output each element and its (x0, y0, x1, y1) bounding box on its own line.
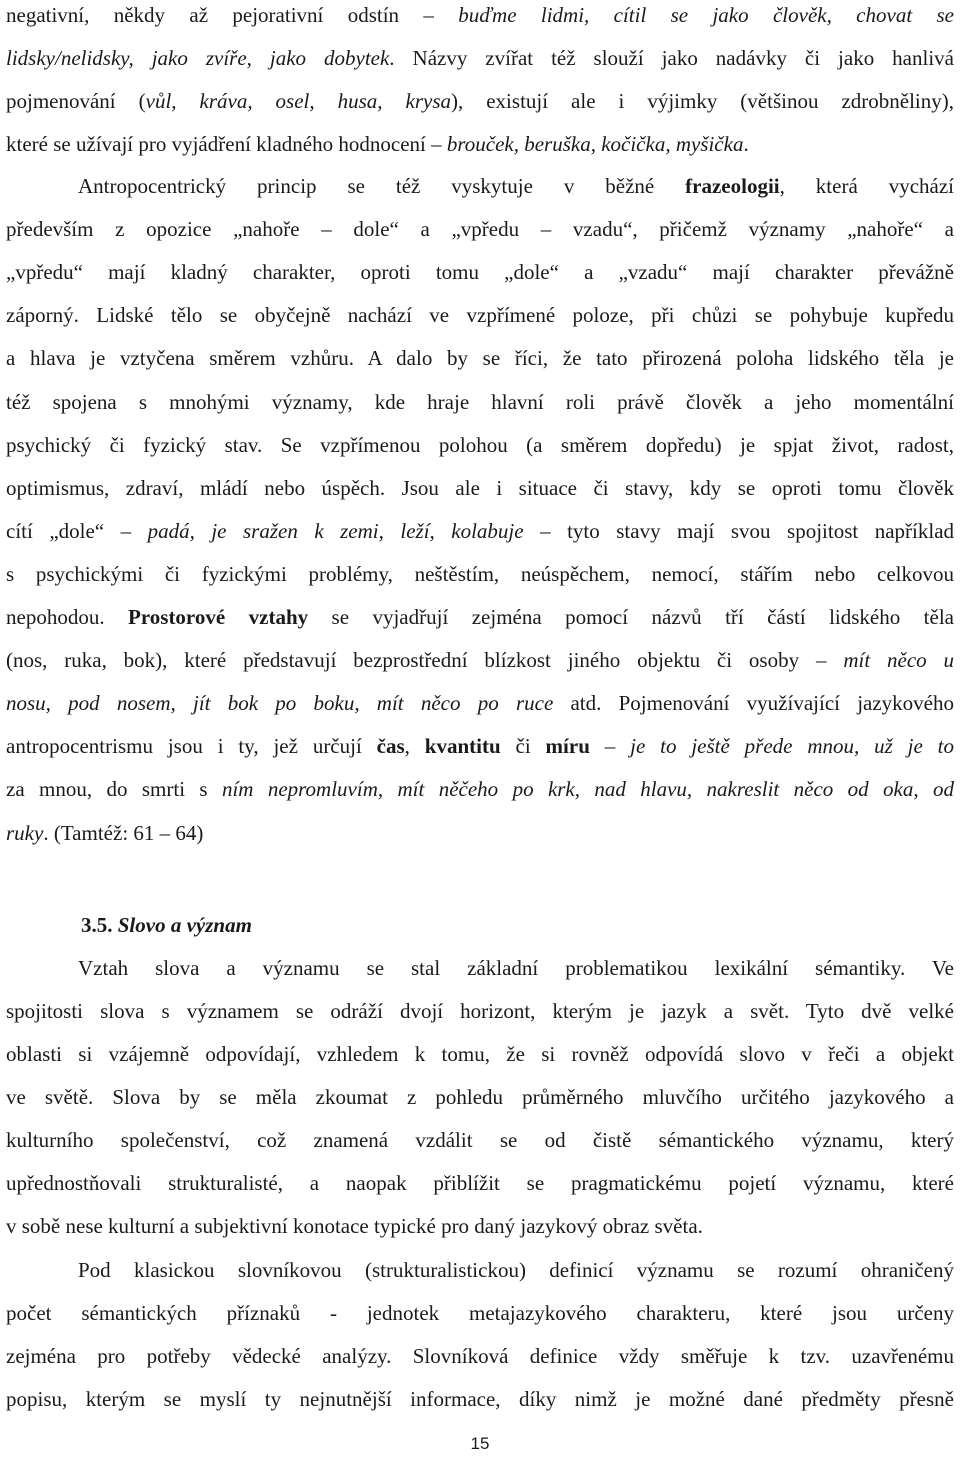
text-run: negativní, někdy až pejorativní odstín – (6, 3, 459, 27)
text-run: popisu, kterým se myslí ty nejnutnější informace, díky nimž je možné dané předměty přesně (6, 1387, 954, 1411)
bold-term: frazeologii (685, 174, 780, 198)
text-line (6, 1384, 954, 1414)
text-line (6, 688, 954, 718)
italic-text: padá, je sražen k zemi, leží, kolabuje (147, 519, 524, 543)
text-line (6, 1211, 954, 1241)
text-line (6, 129, 954, 159)
text-run: v sobě nese kulturní a subjektivní konotace typické pro daný jazykový obraz světa. (6, 1214, 703, 1238)
text-line (6, 1298, 954, 1328)
italic-text: mít něco u (843, 648, 954, 672)
text-line (6, 257, 954, 287)
text-run: spojitosti slova s významem se odráží dvojí horizont, kterým je jazyk a svět. Tyto dvě velké (6, 999, 954, 1023)
text-line (6, 171, 954, 201)
text-line (6, 996, 954, 1026)
text-run: Antropocentrický princip se též vyskytuje v běžné (78, 174, 686, 198)
text-run: pojmenování ( (6, 89, 146, 113)
text-run: oblasti si vzájemně odpovídají, vzhledem k tomu, že si rovněž odpovídá slovo v řeči a objekt (6, 1042, 954, 1066)
text-run: . (743, 132, 749, 156)
text-line (6, 473, 954, 503)
text-line (6, 343, 954, 373)
text-line (6, 645, 954, 675)
text-run: ve světě. Slova by se měla zkoumat z pohledu průměrného mluvčího určitého jazykového a (6, 1085, 954, 1109)
text-line (6, 731, 954, 761)
text-line (6, 774, 954, 804)
text-run: optimismus, zdraví, mládí nebo úspěch. Jsou ale i situace či stavy, kdy se oproti tomu člověk (6, 476, 954, 500)
text-run: a hlava je vztyčena směrem vzhůru. A dalo by se říci, že tato přirozená poloha lidského těla je (6, 346, 954, 370)
text-run: , (404, 734, 425, 758)
text-line (6, 430, 954, 460)
section-title: Slovo a význam (117, 913, 252, 937)
text-line (6, 1125, 954, 1155)
italic-text: lidsky/nelidsky, jako zvíře, jako dobytek (6, 46, 390, 70)
text-line (6, 516, 954, 546)
text-line (6, 1255, 954, 1285)
text-run: též spojena s mnohými významy, kde hraje hlavní roli právě člověk a jeho momentální (6, 390, 954, 414)
bold-term: míru (545, 734, 590, 758)
page-number: 15 (470, 1434, 490, 1453)
text-line (6, 387, 954, 417)
text-line (6, 1082, 954, 1112)
text-run: kulturního společenství, což znamená vzdálit se od čistě sémantického významu, který (6, 1128, 954, 1152)
italic-text: brouček, beruška, kočička, myšička (446, 132, 744, 156)
text-line (6, 559, 954, 589)
text-run: psychický či fyzický stav. Se vzpřímenou polohou (a směrem dopředu) je spjat život, radost, (6, 433, 954, 457)
text-line (6, 602, 954, 632)
text-run: Vztah slova a významu se stal základní problematikou lexikální sémantiky. Ve (78, 956, 954, 980)
text-run: atd. Pojmenování využívající jazykového (553, 691, 954, 715)
italic-text: vůl, kráva, osel, husa, krysa (145, 89, 452, 113)
text-run: počet sémantických příznaků - jednotek metajazykového charakteru, které jsou určeny (6, 1301, 954, 1325)
text-run: se vyjadřují zejména pomocí názvů tří částí lidského těla (308, 605, 954, 629)
text-run: (nos, ruka, bok), které představují bezprostřední blízkost jiného objektu či osoby – (6, 648, 844, 672)
text-line (6, 1039, 954, 1069)
text-line (6, 86, 954, 116)
text-run: záporný. Lidské tělo se obyčejně nachází ve vzpřímené poloze, při chůzi se pohybuje kupředu (6, 303, 954, 327)
text-run: především z opozice „nahoře – dole“ a „vpředu – vzadu“, přičemž významy „nahoře“ a (6, 217, 954, 241)
text-line (6, 43, 954, 73)
text-line (6, 300, 954, 330)
text-run: za mnou, do smrti s (6, 777, 222, 801)
text-run: zejména pro potřeby vědecké analýzy. Slovníková definice vždy směřuje k tzv. uzavřenému (6, 1344, 954, 1368)
section-heading (81, 910, 252, 940)
italic-text: ním nepromluvím, mít něčeho po krk, nad hlavu, nakreslit něco od oka, od (221, 777, 954, 801)
text-line (6, 1168, 954, 1198)
text-line (6, 1341, 954, 1371)
text-run: ), existují ale i výjimky (většinou zdrobněliny), (451, 89, 954, 113)
text-line (6, 0, 954, 30)
text-run: Pod klasickou slovníkovou (strukturalistickou) definicí významu se rozumí ohraničený (78, 1258, 954, 1282)
text-run: antropocentrismu jsou i ty, jež určují (6, 734, 377, 758)
italic-text: nosu, pod nosem, jít bok po boku, mít něco po ruce (6, 691, 554, 715)
text-run: . Názvy zvířat též slouží jako nadávky či jako hanlivá (389, 46, 954, 70)
text-run: – (589, 734, 631, 758)
text-run: s psychickými či fyzickými problémy, neštěstím, neúspěchem, nemocí, stářím nebo celkovou (6, 562, 954, 586)
text-run: které se užívají pro vyjádření kladného hodnocení – (6, 132, 447, 156)
bold-term: Prostorové vztahy (128, 605, 309, 629)
italic-text: buďme lidmi, cítil se jako člověk, chovat se (458, 3, 954, 27)
italic-text: je to ještě přede mnou, už je to (630, 734, 955, 758)
text-line (6, 818, 954, 848)
text-run: , která vychází (779, 174, 954, 198)
text-run: či (500, 734, 546, 758)
section-number: 3.5. (81, 913, 113, 937)
bold-term: kvantitu (424, 734, 501, 758)
text-run: – tyto stavy mají svou spojitost například (523, 519, 955, 543)
text-run: . (Tamtéž: 61 – 64) (43, 821, 204, 845)
bold-term: čas (376, 734, 405, 758)
text-line (6, 214, 954, 244)
text-run: nepohodou. (6, 605, 128, 629)
text-line (6, 953, 954, 983)
text-run: cítí „dole“ – (6, 519, 148, 543)
italic-text: ruky (6, 821, 44, 845)
text-run: upřednostňovali strukturalisté, a naopak přiblížit se pragmatickému pojetí významu, které (6, 1171, 954, 1195)
text-run: „vpředu“ mají kladný charakter, oproti tomu „dole“ a „vzadu“ mají charakter převážně (6, 260, 954, 284)
